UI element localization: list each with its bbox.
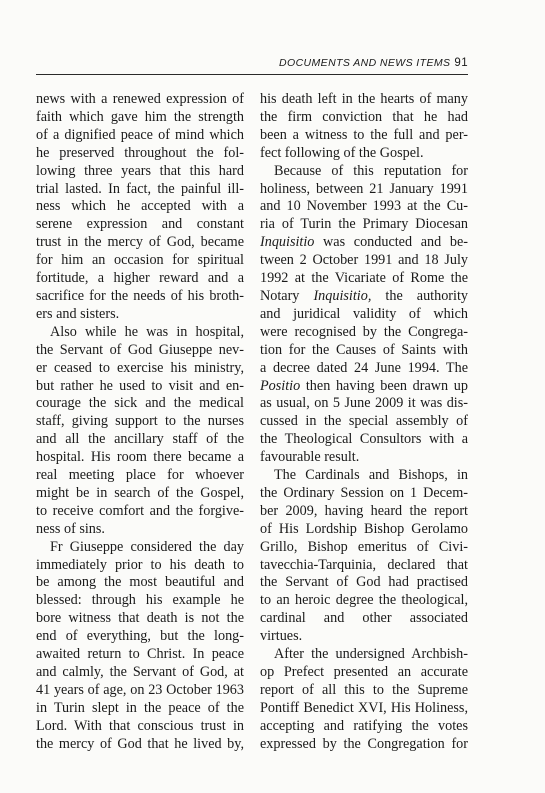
text-line: were recognised by the Congrega- xyxy=(260,323,468,340)
text-line: the Servant of God Giuseppe nev- xyxy=(36,341,244,358)
text-line: expressed by the Congregation for xyxy=(260,735,468,752)
text-line: he preserved throughout the fol- xyxy=(36,144,244,161)
text-line: awaited return to Christ. In peace xyxy=(36,646,244,663)
text-line: fortitude, a higher reward and a xyxy=(36,270,244,287)
running-title: DOCUMENTS AND NEWS ITEMS xyxy=(279,57,451,69)
text-line: faith which gave him the strength xyxy=(36,108,244,125)
text-line: bore witness that death is not the xyxy=(36,610,244,627)
right-column xyxy=(260,91,468,754)
text-line: ness which he accepted with a xyxy=(36,198,244,215)
text-line: and juridical validity of which xyxy=(260,305,468,322)
text-line: Also while he was in hospital, xyxy=(50,323,244,340)
text-line: tion for the Causes of Saints with xyxy=(260,341,468,358)
text-line xyxy=(260,234,468,252)
text-line: of a dignified peace of mind which xyxy=(36,126,244,143)
text-line: trust in the mercy of God, became xyxy=(36,234,244,251)
line-text: the authority xyxy=(371,287,468,304)
text-line: The Cardinals and Bishops, in xyxy=(274,467,468,484)
text-line: end of everything, but the long- xyxy=(36,628,244,645)
text-line: Fr Giuseppe considered the day xyxy=(50,538,244,555)
running-head xyxy=(36,57,468,70)
italic-term: Inquisitio, xyxy=(313,287,372,304)
text-line: op Prefect presented an accurate xyxy=(260,664,468,680)
text-line: immediately prior to his death to xyxy=(36,556,244,573)
text-line: report of all this to the Supreme xyxy=(260,681,468,698)
text-line: tween 2 October 1991 and 18 July xyxy=(260,252,468,269)
text-line: be among the most beautiful and xyxy=(36,574,244,591)
text-line xyxy=(260,288,468,306)
text-line: Grillo, Bishop emeritus of Civi- xyxy=(260,538,468,555)
italic-term: Inquisitio xyxy=(260,234,315,251)
line-text: Notary xyxy=(260,287,314,304)
text-line: the Ordinary Session on 1 Decem- xyxy=(260,484,468,501)
text-line: for him an occasion for spiritual xyxy=(36,252,244,269)
text-line: lowing three years that this hard xyxy=(36,162,244,179)
text-line: blessed: through his example he xyxy=(36,592,244,609)
text-line: the Theological Consultors with a xyxy=(260,431,468,448)
text-line: Lord. With that conscious trust in xyxy=(36,717,244,734)
text-line: his death left in the hearts of many xyxy=(260,91,468,107)
text-line: courage the sick and the medical xyxy=(36,395,244,412)
text-line: hospital. His room there became a xyxy=(36,449,244,466)
text-line: the Servant of God had practised xyxy=(260,574,468,591)
text-line: ria of Turin the Primary Diocesan xyxy=(260,216,468,233)
text-line: ness of sins. xyxy=(36,520,105,537)
text-line: cussed in the special assembly of xyxy=(260,413,468,430)
page-number: 91 xyxy=(454,57,468,69)
text-line: cardinal and other associated xyxy=(260,610,468,627)
text-line: might be in search of the Gospel, xyxy=(36,484,244,501)
text-line: the mercy of God that he lived by, xyxy=(36,735,244,752)
text-line: and 10 November 1993 at the Cu- xyxy=(260,198,468,215)
text-line: er ceased to exercise his ministry, xyxy=(36,359,244,376)
header-rule xyxy=(36,74,468,75)
text-line: 1992 at the Vicariate of Rome the xyxy=(260,270,468,287)
text-line: to an heroic degree the theological, xyxy=(260,592,468,609)
text-line: tavecchia-Tarquinia, declared that xyxy=(260,556,468,573)
text-line: to receive comfort and the forgive- xyxy=(36,502,244,519)
line-text: then having been drawn up xyxy=(300,377,468,394)
text-line: as usual, on 5 June 2009 it was dis- xyxy=(260,395,468,412)
text-line: been a witness to the full and per- xyxy=(260,126,468,143)
text-line: staff, giving support to the nurses xyxy=(36,413,244,430)
text-line: fect following of the Gospel. xyxy=(260,144,424,161)
text-line: of His Lordship Bishop Gerolamo xyxy=(260,520,468,537)
text-line: holiness, between 21 January 1991 xyxy=(260,180,468,197)
text-line: real meeting place for whoever xyxy=(36,467,244,484)
text-line: virtues. xyxy=(260,628,303,645)
text-line: ber 2009, having heard the report xyxy=(260,502,468,519)
line-text: was conducted and be- xyxy=(314,234,468,251)
text-line: but rather he used to visit and en- xyxy=(36,377,244,394)
text-line xyxy=(260,378,468,396)
text-line: a decree dated 24 June 1994. The xyxy=(260,359,468,376)
text-line: 41 years of age, on 23 October 1963 xyxy=(36,681,244,698)
text-line: serene expression and constant xyxy=(36,216,244,233)
text-line: accepting and ratifying the votes xyxy=(260,717,468,734)
italic-term: Positio xyxy=(260,377,301,394)
text-line: favourable result. xyxy=(260,449,360,466)
text-line: ers and sisters. xyxy=(36,305,120,322)
text-line: After the undersigned Archbish- xyxy=(274,646,468,663)
text-line: the firm conviction that he had xyxy=(260,108,468,125)
text-line: sacrifice for the needs of his broth- xyxy=(36,287,244,304)
text-line: Because of this reputation for xyxy=(274,162,468,179)
text-line: in Turin slept in the peace of the xyxy=(36,699,244,716)
text-line: Pontiff Benedict XVI, His Holiness, xyxy=(260,699,468,716)
text-line: and all the ancillary staff of the xyxy=(36,431,244,448)
text-line: news with a renewed expression of xyxy=(36,91,244,107)
left-column xyxy=(36,91,244,754)
text-line: and calmly, the Servant of God, at xyxy=(36,664,244,680)
text-line: trial lasted. In fact, the painful ill- xyxy=(36,180,244,197)
